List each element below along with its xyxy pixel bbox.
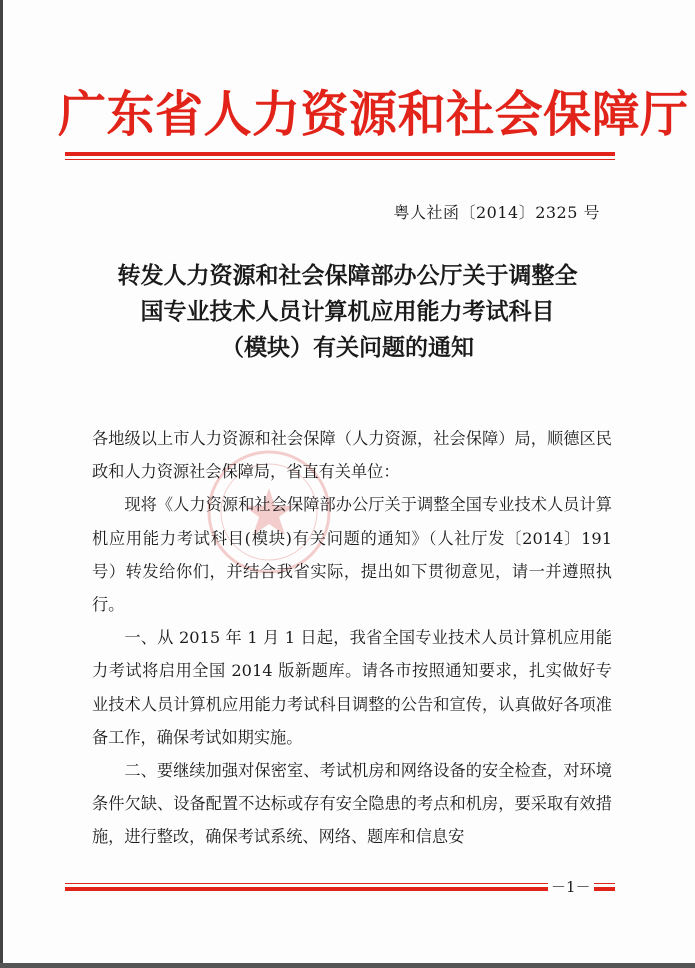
body-paragraph: 现将《人力资源和社会保障部办公厅关于调整全国专业技术人员计算机应用能力考试科目(模块)有关问题的通知》（人社厅发〔2014〕191 号）转发给你们，并结合我省实际，提出如下贯彻意见，请一并遵照执行。 [92, 495, 612, 615]
salutation-paragraph: 各地级以上市人力资源和社会保障（人力资源，社会保障）局，顺德区民政和人力资源社会保障局，省直有关单位： [92, 429, 612, 482]
body-paragraph: 二、要继续加强对保密室、考试机房和网络设备的安全检查，对环境条件欠缺、设备配置不达标或存有安全隐患的考点和机房，要采取有效措施，进行整改，确保考试系统、网络、题库和信息安 [92, 761, 612, 847]
document-number: 粤人社函〔2014〕2325 号 [393, 203, 600, 222]
title-line: （模块）有关问题的通知 [221, 334, 474, 361]
document-title [75, 258, 620, 366]
footer-rule-thick [65, 887, 615, 891]
header-rule-thick [65, 152, 615, 156]
document-body [92, 422, 612, 854]
footer-rule-thin [65, 883, 615, 884]
header-rule-thin [65, 159, 615, 160]
scan-edge-left [0, 0, 3, 968]
title-line: 国专业技术人员计算机应用能力考试科目 [140, 298, 555, 325]
issuer-header: 广东省人力资源和社会保障厅 [58, 85, 689, 143]
title-line: 转发人力资源和社会保障部办公厅关于调整全 [117, 262, 578, 289]
page-number: －1－ [548, 876, 594, 897]
scan-edge-bottom [0, 963, 695, 968]
body-paragraph: 一、从 2015 年 1 月 1 日起，我省全国专业技术人员计算机应用能力考试将启用全国 2014 版新题库。请各市按照通知要求，扎实做好专业技术人员计算机应用能力考试科目调整的公告和宣传，认真做好各项准备工作，确保考试如期实施。 [92, 628, 612, 747]
